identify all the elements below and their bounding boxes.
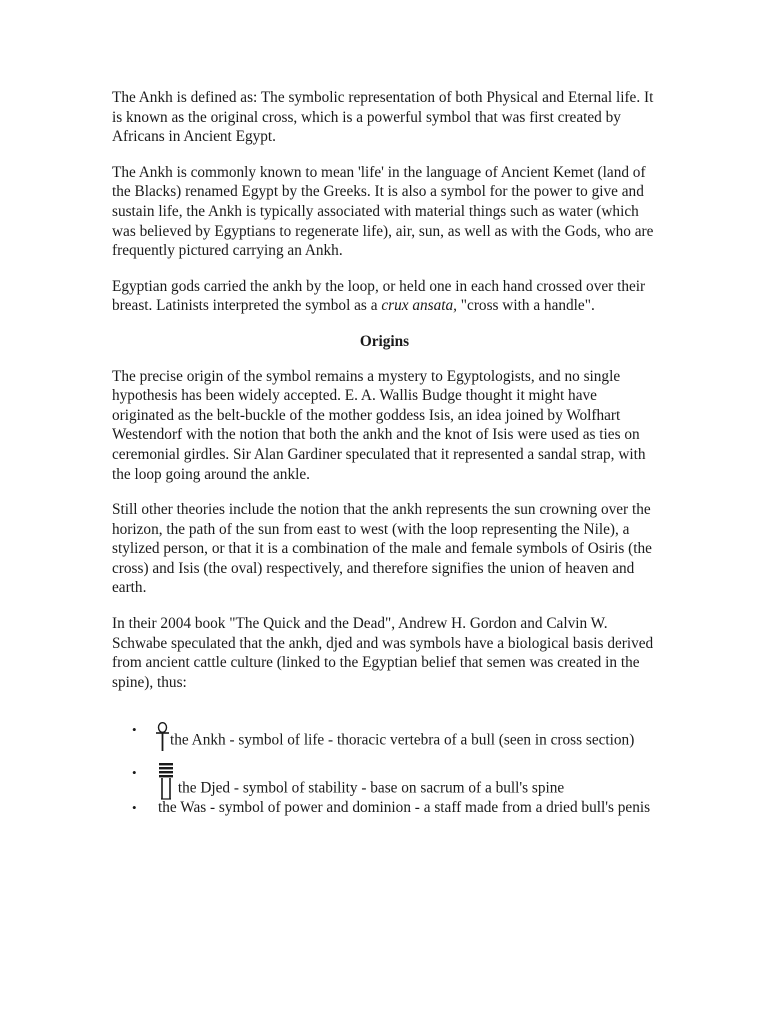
gods-text-before: Egyptian gods carried the ankh by the loop, or held one in each hand crossed over their breast. Latinists interpreted the symbol as a [112,277,646,315]
list-item-was [112,798,657,818]
list-item-ankh-text: the Ankh - symbol of life - thoracic vertebra of a bull (seen in cross section) [170,731,635,749]
bullet: • [132,765,137,781]
heading-text: Origins [359,332,410,350]
paragraph-meaning: The Ankh is commonly known to mean 'life' in the language of Ancient Kemet (land of the Blacks) renamed Egypt by the Greeks. It is also a symbol for the power to give and sustain life, the Ankh is typically associated with material things such as water (which was believed by Egyptians to regenerate life), air, sun, as well as with the Gods, who are frequently pictured carrying an Ankh. [112,163,654,260]
list-item-djed-text: the Djed - symbol of stability - base on sacrum of a bull's spine [174,779,565,797]
bullet: • [132,722,137,738]
paragraph-other-theories: Still other theories include the notion that the ankh represents the sun crowning over the horizon, the path of the sun from east to west (with the loop representing the Nile), a stylized person, or that it is a combination of the male and female symbols of Osiris (the cross) and Isis (the oval) respectively, and therefore signifies the union of heaven and earth. [112,501,652,597]
paragraph-gordon-schwabe: In their 2004 book "The Quick and the Dead", Andrew H. Gordon and Calvin W. Schwabe speculated that the ankh, djed and was symbols have a biological basis derived from ancient cattle culture (linked to the Egyptian belief that semen was created in the spine), thus: [112,615,654,691]
paragraph-definition: The Ankh is defined as: The symbolic representation of both Physical and Eternal life. It is known as the original cross, which is a powerful symbol that was first created by Africans in Ancient Egypt. [112,89,654,146]
section-heading-origins [112,332,657,352]
bullet: • [132,800,137,816]
paragraph-origin-theories: The precise origin of the symbol remains a mystery to Egyptologists, and no single hypothesis has been widely accepted. E. A. Wallis Budge thought it might have originated as the belt-buckle of the mother goddess Isis, an idea joined by Wolfhart Westendorf with the notion that both the ankh and the knot of Isis were used as ties on ceremonial girdles. Sir Alan Gardiner speculated that it represented a sandal strap, with the loop going around the ankle. [112,367,646,483]
djed-icon [158,762,174,798]
list-item-was-text: the Was - symbol of power and dominion - a staff made from a dried bull's penis [158,799,651,817]
ankh-icon [155,720,170,750]
paragraph-gods [112,277,657,316]
symbol-list [112,720,657,818]
gods-text-after: "cross with a handle". [456,297,595,315]
gods-text-italic: crux ansata, [381,297,457,315]
document-page [112,88,657,818]
list-item-djed [112,762,657,798]
list-item-ankh [112,720,657,750]
